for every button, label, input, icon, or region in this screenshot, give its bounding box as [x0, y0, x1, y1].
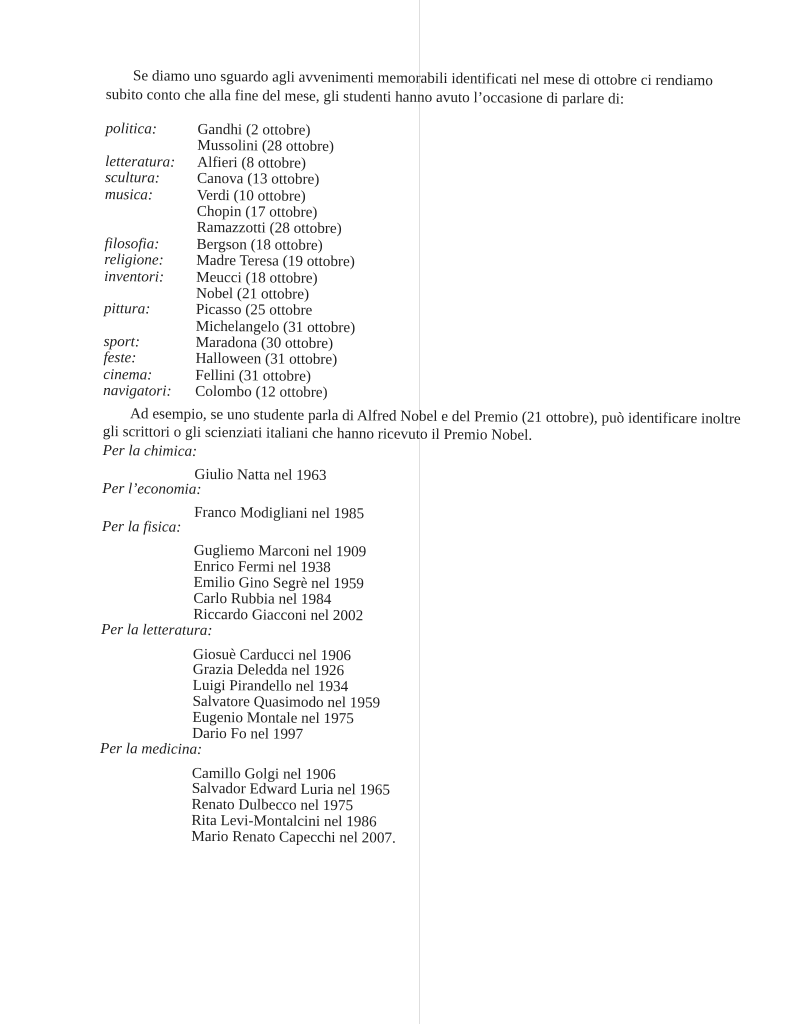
topic-category: pittura:: [104, 301, 151, 318]
topic-entry: Colombo (12 ottobre): [195, 384, 328, 402]
topic-entry: Mussolini (28 ottobre): [197, 138, 334, 156]
topic-category: inventori:: [104, 269, 164, 286]
topic-entry: Halloween (31 ottobre): [195, 351, 337, 369]
topic-category: filosofia:: [104, 236, 159, 253]
topic-entry: Meucci (18 ottobre): [196, 269, 318, 286]
topic-entry: Picasso (25 ottobre: [196, 302, 313, 319]
nobel-field-heading: Per la letteratura:: [101, 622, 212, 639]
topic-category: musica:: [105, 187, 153, 204]
nobel-winner-text: Enrico Fermi nel 1938: [194, 558, 331, 575]
nobel-winner-text: Giulio Natta nel 1963: [194, 460, 326, 491]
intro-paragraph: [106, 66, 746, 110]
topic-category: politica:: [105, 121, 157, 138]
topic-entry: Maradona (30 ottobre): [196, 335, 334, 353]
topic-entry: Canova (13 ottobre): [197, 171, 319, 188]
nobel-winner: [102, 536, 214, 559]
nobel-winner-text: Franco Modigliani nel 1985: [194, 498, 364, 529]
example-paragraph: [103, 405, 743, 447]
nobel-winner: [99, 812, 210, 829]
topic-entry: Ramazzotti (28 ottobre): [197, 220, 342, 238]
nobel-winner-text: Mario Renato Capecchi nel 2007.: [191, 829, 396, 847]
nobel-winner-text: Salvador Edward Luria nel 1965: [192, 780, 390, 798]
topic-entry: Chopin (17 ottobre): [197, 204, 318, 221]
topic-category: navigatori:: [103, 383, 171, 400]
nobel-winner: [101, 661, 212, 678]
nobel-winner-text: Grazia Deledda nel 1926: [193, 661, 345, 679]
nobel-winner-text: Dario Fo nel 1997: [192, 726, 303, 743]
topic-category: sport:: [104, 334, 140, 351]
nobel-winner: [100, 758, 212, 781]
nobel-winner: [100, 709, 211, 726]
nobel-winner-text: Carlo Rubbia nel 1984: [193, 591, 331, 608]
topic-entry: Alfieri (8 ottobre): [197, 155, 306, 172]
topic-entry: Fellini (31 ottobre): [195, 368, 311, 385]
nobel-winner: [102, 459, 214, 482]
nobel-winner: [101, 677, 212, 694]
nobel-winner-text: Giosuè Carducci nel 1906: [193, 639, 351, 670]
nobel-winner: [100, 693, 211, 710]
nobel-winner: [100, 796, 211, 813]
topic-entry: Michelangelo (31 ottobre): [196, 319, 356, 337]
nobel-winner-text: Camillo Golgi nel 1906: [192, 758, 336, 789]
nobel-winner: [101, 574, 212, 591]
nobel-field-heading: Per la fisica:: [102, 519, 213, 536]
nobel-winner: [101, 639, 213, 662]
nobel-field-heading: Per la chimica:: [103, 443, 214, 460]
nobel-winner-text: Salvatore Quasimodo nel 1959: [192, 694, 380, 712]
nobel-field-heading: Per l’economia:: [102, 481, 213, 498]
topics-list: [103, 121, 105, 400]
topic-entry: Nobel (21 ottobre): [196, 286, 309, 303]
nobel-winner: [102, 497, 214, 520]
topic-entry: Verdi (10 ottobre): [197, 187, 306, 204]
topic-category: feste:: [103, 351, 136, 368]
nobel-winner-text: Gugliemo Marconi nel 1909: [194, 536, 367, 566]
nobel-winner: [102, 558, 213, 575]
nobel-winner-text: Emilio Gino Segrè nel 1959: [193, 575, 364, 593]
nobel-winner: [99, 828, 210, 845]
nobel-field-heading: Per la medicina:: [100, 741, 211, 758]
nobel-winner: [100, 780, 211, 797]
intro-text: Se diamo uno sguardo agli avvenimenti memorabili identificati nel mese di ottobre ci rendiamo subito conto che alla fine del mese, gli studenti hanno avuto l’occasione di parlare di:: [106, 66, 746, 110]
nobel-winner-text: Eugenio Montale nel 1975: [192, 710, 354, 728]
topic-category: religione:: [104, 252, 163, 269]
topic-category: scultura:: [105, 170, 160, 187]
topic-entry: Gandhi (2 ottobre): [197, 122, 310, 139]
nobel-winner-text: Riccardo Giacconi nel 2002: [193, 607, 363, 625]
topic-entry: Madre Teresa (19 ottobre): [196, 253, 355, 271]
nobel-winner-text: Renato Dulbecco nel 1975: [192, 797, 354, 815]
nobel-winner-text: Rita Levi-Montalcini nel 1986: [191, 813, 376, 831]
nobel-winner: [101, 590, 212, 607]
topic-category: letteratura:: [105, 154, 175, 171]
example-text: Ad esempio, se uno studente parla di Alfred Nobel e del Premio (21 ottobre), può identificare inoltre gli scrittori o gli scienziati italiani che hanno ricevuto il Premio Nobel.: [103, 405, 743, 447]
nobel-list: [99, 443, 214, 845]
nobel-winner-text: Luigi Pirandello nel 1934: [193, 678, 349, 696]
topic-entry: Bergson (18 ottobre): [196, 237, 322, 255]
topic-category: cinema:: [103, 367, 152, 384]
